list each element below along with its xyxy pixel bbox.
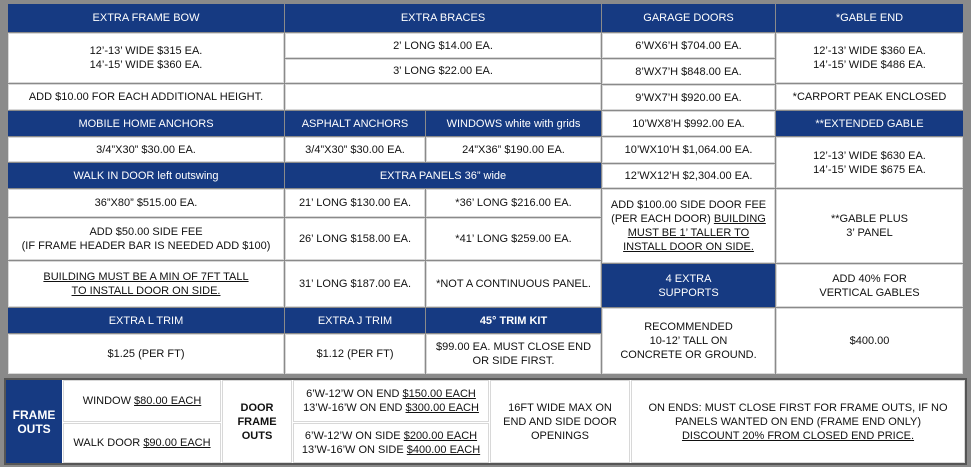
frame-bow-price-2: 14’-15’ WIDE $360 EA. — [89, 59, 203, 71]
recommended-note — [602, 308, 775, 374]
walk-door-frame-out — [63, 423, 221, 463]
walk-door-frame-out-price: $90.00 EACH — [143, 437, 211, 449]
side-16-line — [302, 443, 480, 457]
extended-gable-price-1: 12’-13’ WIDE $630 EA. — [813, 149, 926, 162]
frame-outs-label-1: FRAME — [12, 407, 56, 422]
header-extra-j-trim: EXTRA J TRIM — [285, 308, 425, 333]
supports-header-line-2: SUPPORTS — [658, 286, 719, 299]
asphalt-anchor-price: 3/4”X30” $30.00 EA. — [285, 137, 425, 162]
garage-side-door-fee — [602, 189, 775, 263]
trim-kit-line-1: $99.00 EA. MUST CLOSE END — [435, 341, 592, 353]
gable-end-prices — [776, 33, 963, 83]
ends-note-line-2: PANELS WANTED ON END (FRAME END ONLY) — [674, 415, 922, 428]
garage-door-10x8: 10’WX8’H $992.00 EA. — [602, 111, 775, 136]
end-12-prefix: 6’W-12’W ON END — [306, 388, 403, 400]
side-fee-line-2: (IF FRAME HEADER BAR IS NEEDED ADD $100) — [21, 240, 271, 252]
side-16-price: $400.00 EACH — [406, 444, 481, 456]
gable-end-price-2: 14’-15’ WIDE $486 EA. — [813, 59, 926, 71]
garage-fee-line-2 — [611, 212, 766, 226]
window-frame-out-price: $80.00 EACH — [134, 395, 202, 407]
frame-outs-label-2: OUTS — [17, 421, 51, 436]
end-12-price: $150.00 EACH — [402, 388, 476, 400]
side-12-price: $200.00 EACH — [403, 430, 478, 442]
end-16-price: $300.00 EACH — [405, 402, 479, 414]
header-extra-l-trim: EXTRA L TRIM — [8, 308, 284, 333]
garage-door-12x12: 12’WX12’H $2,304.00 EA. — [602, 164, 775, 188]
header-four-extra-supports — [602, 264, 775, 307]
supports-header-line-1: 4 EXTRA — [665, 272, 712, 285]
panel-not-continuous: *NOT A CONTINUOUS PANEL. — [426, 261, 601, 307]
frame-outs-label — [6, 380, 62, 463]
header-extra-panels: EXTRA PANELS 36” wide — [285, 163, 601, 188]
door-frame-out-end — [293, 380, 489, 422]
recommended-line-2: 10-12’ TALL ON — [649, 335, 728, 347]
min-height-line-1: BUILDING MUST BE A MIN OF 7FT TALL — [43, 271, 249, 283]
end-12-line — [306, 387, 476, 401]
side-12-prefix: 6’W-12’W ON SIDE — [304, 430, 404, 442]
max-width-note — [490, 380, 630, 463]
header-extended-gable: **EXTENDED GABLE — [776, 111, 963, 136]
header-gable-end: *GABLE END — [776, 4, 963, 32]
header-asphalt-anchors: ASPHALT ANCHORS — [285, 111, 425, 136]
garage-fee-line-1: ADD $100.00 SIDE DOOR FEE — [610, 199, 767, 211]
extended-gable-price-2: 14’-15’ WIDE $675 EA. — [813, 163, 926, 176]
j-trim-price: $1.12 (PER FT) — [285, 334, 425, 374]
side-12-line — [305, 429, 477, 443]
walk-door-frame-out-text — [73, 436, 210, 450]
walk-in-door-price: 36”X80” $515.00 EA. — [8, 189, 284, 217]
garage-fee-line-3: MUST BE 1’ TALLER TO — [627, 227, 750, 239]
extended-gable-prices — [776, 137, 963, 188]
frame-bow-prices — [8, 33, 284, 83]
header-walk-in-door: WALK IN DOOR left outswing — [8, 163, 284, 188]
door-frame-outs-label-2: FRAME — [237, 415, 277, 428]
frame-bow-additional-height: ADD $10.00 FOR EACH ADDITIONAL HEIGHT. — [8, 84, 284, 110]
garage-fee-line-2a: (PER EACH DOOR) — [611, 213, 714, 225]
window-frame-out-text — [83, 394, 202, 408]
ends-note-line-3: DISCOUNT 20% FROM CLOSED END PRICE. — [681, 429, 915, 442]
garage-door-10x10: 10’WX10’H $1,064.00 EA. — [602, 137, 775, 163]
header-garage-doors: GARAGE DOORS — [602, 4, 775, 32]
garage-door-6x6: 6’WX6’H $704.00 EA. — [602, 33, 775, 58]
min-height-line-2: TO INSTALL DOOR ON SIDE. — [71, 285, 221, 297]
window-frame-out — [63, 380, 221, 422]
panel-26ft: 26’ LONG $158.00 EA. — [285, 218, 425, 260]
garage-door-8x7: 8’WX7’H $848.00 EA. — [602, 59, 775, 84]
header-mobile-home-anchors: MOBILE HOME ANCHORS — [8, 111, 284, 136]
header-trim-kit: 45° TRIM KIT — [426, 308, 601, 333]
carport-peak-enclosed: *CARPORT PEAK ENCLOSED — [776, 84, 963, 110]
trim-kit-price — [426, 334, 601, 374]
walk-door-frame-out-prefix: WALK DOOR — [73, 437, 144, 449]
supports-price: $400.00 — [776, 308, 963, 374]
max-note-line-1: 16FT WIDE MAX ON — [508, 401, 612, 414]
recommended-line-3: CONCRETE OR GROUND. — [620, 349, 757, 361]
gable-plus-line-2: 3’ PANEL — [846, 227, 893, 239]
braces-empty — [285, 84, 601, 110]
panel-41ft: *41’ LONG $259.00 EA. — [426, 218, 601, 260]
side-fee-line-1: ADD $50.00 SIDE FEE — [89, 226, 203, 238]
window-price: 24”X36” $190.00 EA. — [426, 137, 601, 162]
l-trim-price: $1.25 (PER FT) — [8, 334, 284, 374]
door-frame-out-side — [293, 423, 489, 463]
door-frame-outs-label — [222, 380, 292, 463]
header-windows: WINDOWS white with grids — [426, 111, 601, 136]
garage-fee-line-2b: BUILDING — [713, 213, 766, 225]
vertical-gables-note — [776, 264, 963, 307]
header-extra-braces: EXTRA BRACES — [285, 4, 601, 32]
door-frame-outs-label-3: OUTS — [241, 429, 273, 442]
end-16-line — [303, 401, 479, 415]
panel-31ft: 31’ LONG $187.00 EA. — [285, 261, 425, 307]
window-frame-out-prefix: WINDOW — [82, 395, 135, 407]
max-note-line-2: END AND SIDE DOOR — [503, 415, 617, 428]
side-16-prefix: 13’W-16’W ON SIDE — [301, 444, 407, 456]
panel-21ft: 21’ LONG $130.00 EA. — [285, 189, 425, 217]
vertical-gables-line-2: VERTICAL GABLES — [819, 286, 920, 299]
vertical-gables-line-1: ADD 40% FOR — [832, 272, 907, 285]
gable-plus-panel — [776, 189, 963, 263]
header-extra-frame-bow: EXTRA FRAME BOW — [8, 4, 284, 32]
mobile-anchor-price: 3/4”X30” $30.00 EA. — [8, 137, 284, 162]
panel-36ft: *36’ LONG $216.00 EA. — [426, 189, 601, 217]
trim-kit-line-2: OR SIDE FIRST. — [472, 355, 555, 367]
end-16-prefix: 13’W-16’W ON END — [303, 402, 406, 414]
max-note-line-3: OPENINGS — [530, 429, 590, 442]
ends-note-line-1: ON ENDS: MUST CLOSE FIRST FOR FRAME OUTS, IF NO — [648, 401, 948, 414]
gable-plus-line-1: **GABLE PLUS — [830, 213, 909, 225]
garage-fee-line-4: INSTALL DOOR ON SIDE. — [623, 241, 754, 253]
walk-in-door-side-fee — [8, 218, 284, 260]
door-frame-outs-label-1: DOOR — [240, 401, 274, 414]
walk-in-door-min-height — [8, 261, 284, 307]
braces-3ft: 3’ LONG $22.00 EA. — [285, 59, 601, 83]
braces-2ft: 2’ LONG $14.00 EA. — [285, 33, 601, 58]
ends-frame-out-note — [631, 380, 965, 463]
gable-end-price-1: 12’-13’ WIDE $360 EA. — [813, 45, 926, 57]
frame-bow-price-1: 12’-13’ WIDE $315 EA. — [89, 45, 203, 57]
garage-door-9x7: 9’WX7’H $920.00 EA. — [602, 85, 775, 110]
recommended-line-1: RECOMMENDED — [644, 321, 733, 333]
